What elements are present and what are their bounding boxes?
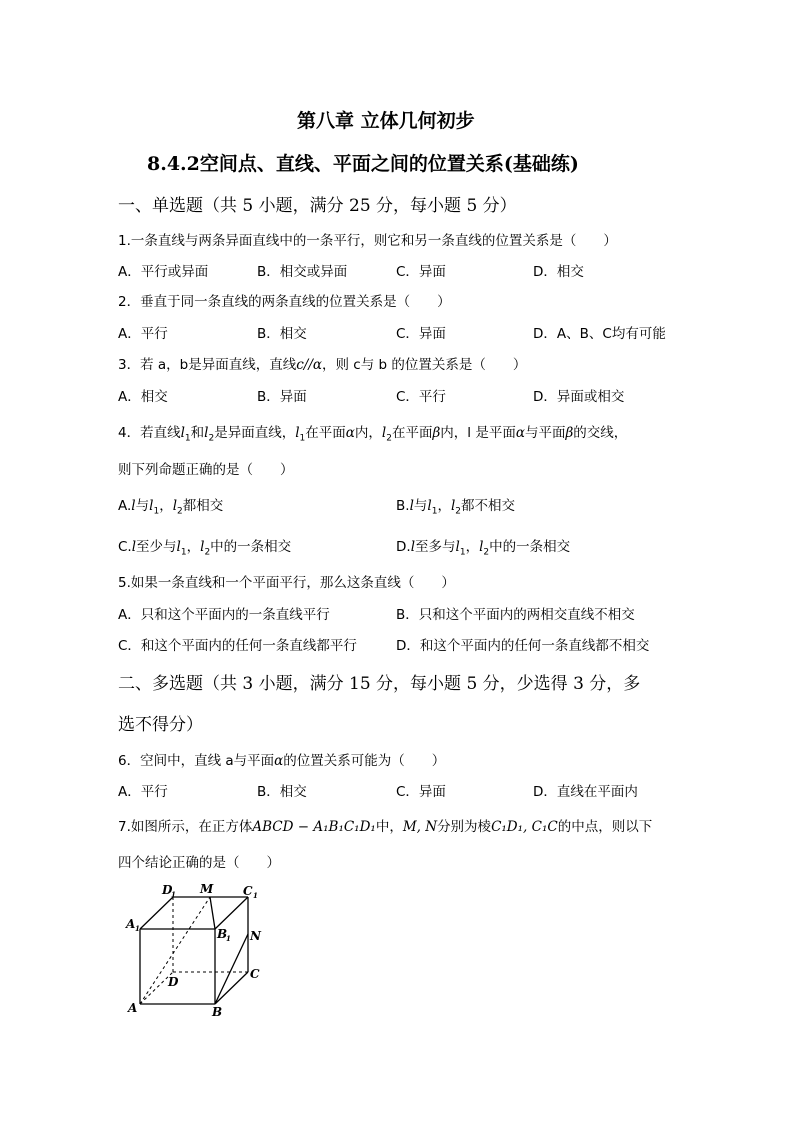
label-d1-sub: 1 xyxy=(171,890,176,899)
q4-math-l: l xyxy=(204,425,209,441)
q1-option-c: C．异面 xyxy=(396,264,446,280)
label-m: M xyxy=(200,882,214,896)
math-l: l xyxy=(409,498,414,514)
label-c1-sub: 1 xyxy=(253,891,258,900)
option-text: 至多与 xyxy=(415,539,456,555)
q5-option-c: C．和这个平面内的任何一条直线都平行 xyxy=(118,638,357,654)
q1-option-d: D．相交 xyxy=(533,264,584,280)
option-text: ， xyxy=(465,539,480,555)
q3-option-b: B．异面 xyxy=(257,389,307,405)
option-text: 与 xyxy=(135,498,150,514)
option-text: 都不相交 xyxy=(461,498,516,514)
math-sub: 1 xyxy=(431,506,438,517)
label-d: D xyxy=(168,975,179,989)
q6-stem-math: α xyxy=(274,753,284,769)
q4-text: 在平面 xyxy=(305,425,346,441)
q4-text: 4．若直线 xyxy=(118,425,181,441)
q5-stem: 5.如果一条直线和一个平面平行，那么这条直线（ ） xyxy=(118,575,455,591)
q5-option-d: D．和这个平面内的任何一条直线都不相交 xyxy=(396,638,650,654)
q4-math-beta: β xyxy=(432,425,441,441)
option-text: 至少与 xyxy=(136,539,177,555)
option-text: 与 xyxy=(413,498,428,514)
q4-sub: 1 xyxy=(184,433,191,444)
option-label: D. xyxy=(396,539,411,555)
q6-option-d: D．直线在平面内 xyxy=(533,784,638,800)
segment-mb1 xyxy=(210,897,215,929)
q7-math-edges: C₁D₁, C₁C xyxy=(491,819,558,835)
label-b1: B xyxy=(217,927,228,941)
q4-math-alpha: α xyxy=(345,425,355,441)
q4-text: 和 xyxy=(190,425,205,441)
q7-text: 的中点，则以下 xyxy=(557,819,653,835)
q7-text: 7.如图所示，在正方体 xyxy=(118,819,253,835)
q3-option-d: D．异面或相交 xyxy=(533,389,625,405)
math-sub: 2 xyxy=(483,547,490,558)
q4-option-d xyxy=(396,535,570,558)
q4-text: 与平面 xyxy=(524,425,566,441)
q7-text: 分别为棱 xyxy=(437,819,492,835)
label-b: B xyxy=(212,1005,223,1019)
q4-option-b xyxy=(396,494,515,517)
q2-option-a: A．平行 xyxy=(118,326,168,342)
q4-option-a xyxy=(118,494,223,517)
q4-math-alpha: α xyxy=(515,425,525,441)
q1-stem: 1.一条直线与两条异面直线中的一条平行，则它和另一条直线的位置关系是（ ） xyxy=(118,233,617,249)
math-l: l xyxy=(131,498,136,514)
q2-option-b: B．相交 xyxy=(257,326,307,342)
cube-figure xyxy=(118,880,278,1020)
option-label: B. xyxy=(396,498,410,514)
math-sub: 1 xyxy=(153,506,160,517)
q7-math-cube: ABCD − A₁B₁C₁D₁ xyxy=(252,819,376,835)
q4-text: 是异面直线， xyxy=(214,425,296,441)
math-l: l xyxy=(427,498,432,514)
q4-math-l: l xyxy=(180,425,185,441)
q6-stem xyxy=(118,749,445,769)
math-sub: 2 xyxy=(204,547,211,558)
q4-text: 的交线， xyxy=(573,425,628,441)
q7-math-mn: M, N xyxy=(402,819,438,835)
q6-stem-text-b: 的位置关系可能为（ ） xyxy=(283,753,446,769)
math-l: l xyxy=(172,498,178,514)
option-text: 中的一条相交 xyxy=(210,539,292,555)
q3-stem-text-a: 3．若 a，b是异面直线，直线 xyxy=(118,357,297,373)
q4-text: 内， xyxy=(354,425,382,441)
segment-bn xyxy=(215,934,248,1004)
q7-stem-line1 xyxy=(118,815,652,835)
math-sub: 1 xyxy=(459,547,466,558)
label-a1: A xyxy=(126,917,136,931)
option-text: 中的一条相交 xyxy=(489,539,571,555)
q6-option-b: B．相交 xyxy=(257,784,307,800)
q1-option-a: A．平行或异面 xyxy=(118,264,209,280)
math-l: l xyxy=(200,539,205,555)
q4-stem-line1 xyxy=(118,421,627,444)
q4-math-beta: β xyxy=(565,425,574,441)
option-text: ， xyxy=(186,539,201,555)
q6-option-a: A．平行 xyxy=(118,784,168,800)
lesson-title: 8.4.2空间点、直线、平面之间的位置关系(基础练) xyxy=(147,153,579,175)
chapter-title: 第八章 立体几何初步 xyxy=(297,110,475,132)
label-d1: D xyxy=(162,883,173,897)
q4-stem-line2: 则下列命题正确的是（ ） xyxy=(118,462,294,478)
label-a: A xyxy=(128,1001,138,1015)
math-l: l xyxy=(450,498,456,514)
math-l: l xyxy=(131,539,137,555)
label-c: C xyxy=(250,967,260,981)
q5-option-b: B．只和这个平面内的两相交直线不相交 xyxy=(396,607,635,623)
q2-option-c: C．异面 xyxy=(396,326,446,342)
q4-sub: 2 xyxy=(208,433,215,444)
edge-a1d1 xyxy=(140,897,173,929)
q3-stem xyxy=(118,353,526,373)
q2-option-d: D．A、B、C均有可能 xyxy=(533,326,666,342)
q4-sub: 2 xyxy=(386,433,392,444)
q4-text: 在平面 xyxy=(391,425,433,441)
label-b1-sub: 1 xyxy=(226,934,231,943)
label-a1-sub: 1 xyxy=(135,924,140,933)
label-n: N xyxy=(250,929,261,943)
q4-sub: 1 xyxy=(299,433,306,444)
math-l: l xyxy=(455,539,460,555)
math-l: l xyxy=(176,539,181,555)
q2-stem: 2．垂直于同一条直线的两条直线的位置关系是（ ） xyxy=(118,294,451,310)
math-l: l xyxy=(149,498,154,514)
q4-math-l: l xyxy=(295,425,300,441)
q4-text: 内，l 是平面 xyxy=(440,425,516,441)
q3-option-c: C．平行 xyxy=(396,389,446,405)
option-label: A. xyxy=(118,498,132,514)
q3-option-a: A．相交 xyxy=(118,389,168,405)
q4-option-c xyxy=(118,535,291,558)
option-label: C. xyxy=(118,539,132,555)
math-l: l xyxy=(479,539,484,555)
q4-math-l: l xyxy=(381,425,387,441)
q3-stem-text-b: ，则 c与 b 的位置关系是（ ） xyxy=(322,357,527,373)
q6-option-c: C．异面 xyxy=(396,784,446,800)
label-c1: C xyxy=(243,884,253,898)
q6-stem-text-a: 6．空间中，直线 a与平面 xyxy=(118,753,275,769)
math-sub: 2 xyxy=(455,506,462,517)
q5-option-a: A．只和这个平面内的一条直线平行 xyxy=(118,607,330,623)
q7-text: 中， xyxy=(375,819,403,835)
option-text: ， xyxy=(159,498,173,514)
q3-stem-math: c//α xyxy=(296,357,323,373)
section1-title: 一、单选题（共 5 小题，满分 25 分，每小题 5 分） xyxy=(118,196,517,216)
edge-bc xyxy=(215,972,248,1004)
edge-b1c1 xyxy=(215,897,248,929)
section2-title-line1: 二、多选题（共 3 小题，满分 15 分，每小题 5 分，少选得 3 分，多 xyxy=(118,674,641,694)
math-l: l xyxy=(410,539,416,555)
q1-option-b: B．相交或异面 xyxy=(257,264,348,280)
math-sub: 2 xyxy=(177,506,183,517)
option-text: ， xyxy=(437,498,451,514)
math-sub: 1 xyxy=(180,547,187,558)
section2-title-line2: 选不得分） xyxy=(118,715,203,735)
q7-stem-line2: 四个结论正确的是（ ） xyxy=(118,855,280,871)
option-text: 都相交 xyxy=(182,498,224,514)
